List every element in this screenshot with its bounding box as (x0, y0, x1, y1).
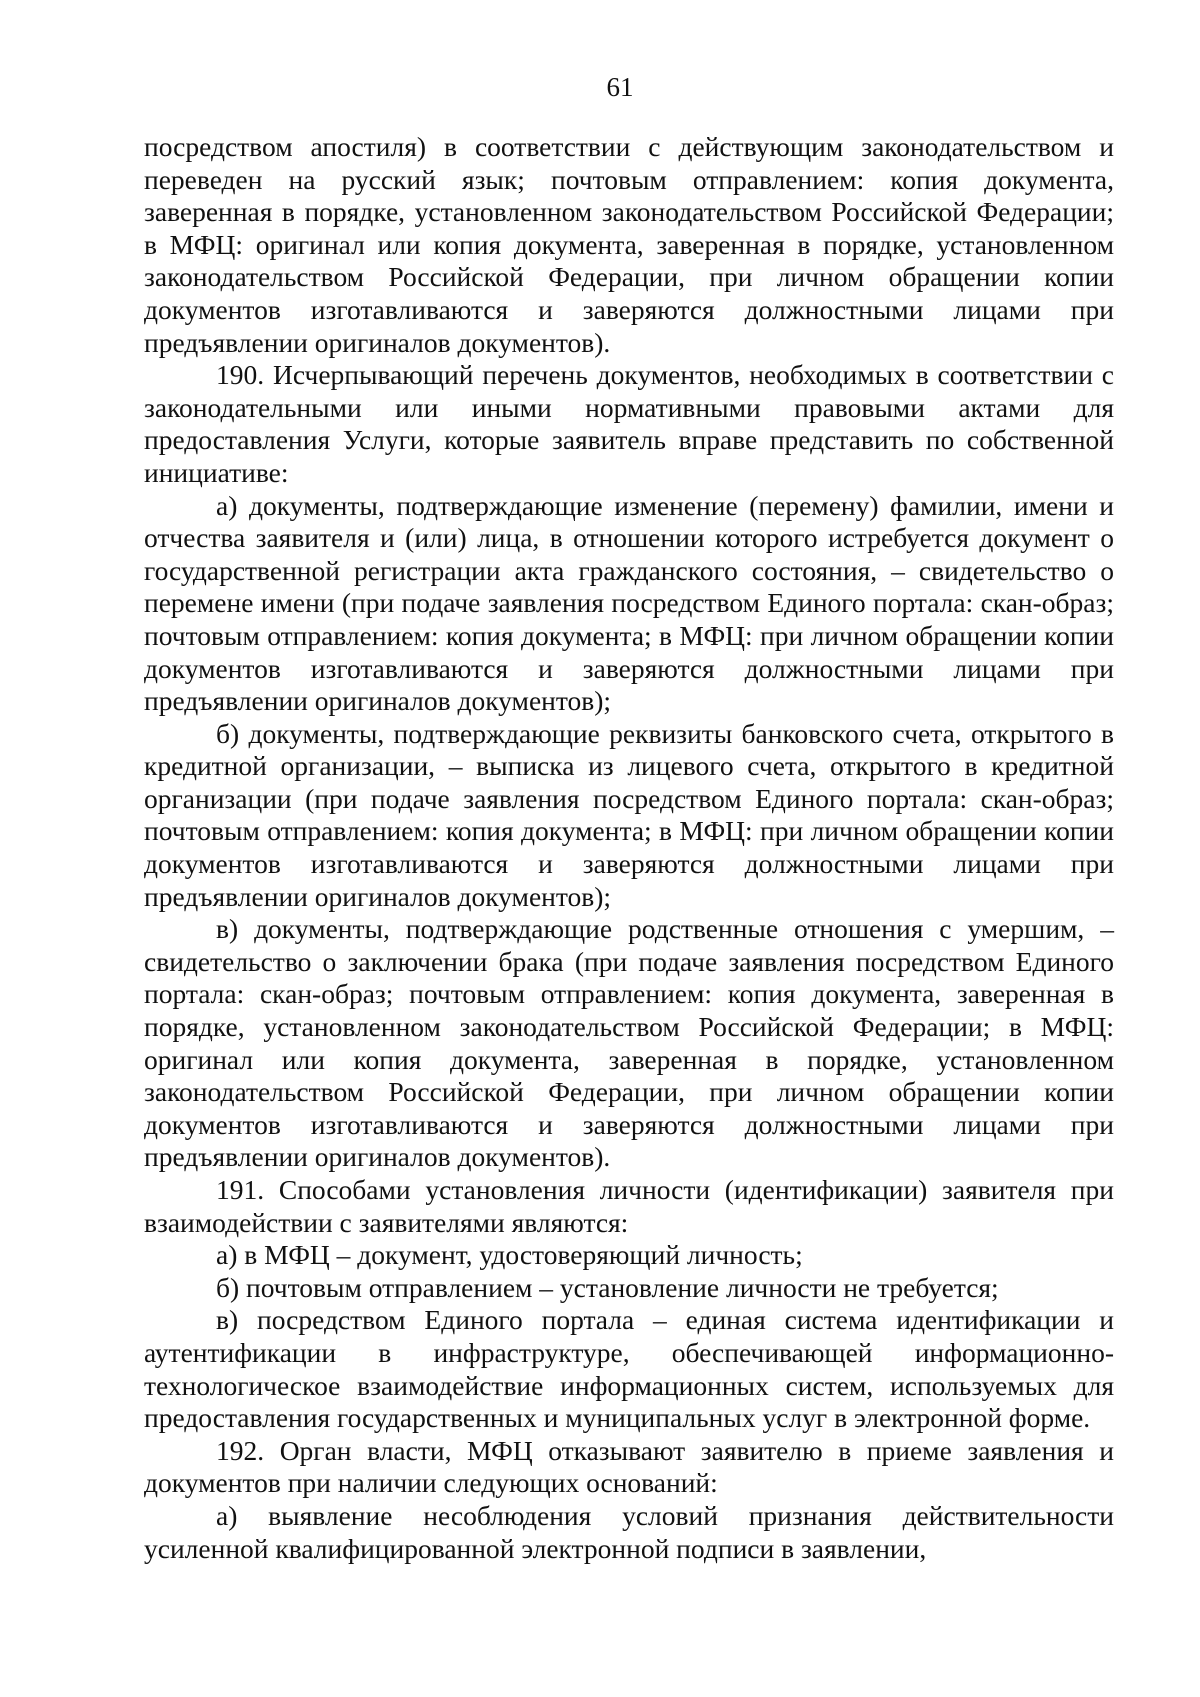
paragraph-191-v: в) посредством Единого портала – единая система идентификации и аутентификации в инфраструктуре, обеспечивающей информационно-технологическое взаимодействие информационных систем, используемых для предоставления государственных и муниципальных услуг в электронной форме. (144, 1304, 1114, 1434)
paragraph-continuation: посредством апостиля) в соответствии с действующим законодательством и переведен на русский язык; почтовым отправлением: копия документа, заверенная в порядке, установленном законодательством Российской Федерации; в МФЦ: оригинал или копия документа, заверенная в порядке, установленном законодательством Российской Федерации, при личном обращении копии документов изготавливаются и заверяются должностными лицами при предъявлении оригиналов документов). (144, 131, 1114, 358)
paragraph-190: 190. Исчерпывающий перечень документов, необходимых в соответствии с законодательными или иными нормативными правовыми актами для предоставления Услуги, которые заявитель вправе представить по собственной инициативе: (144, 359, 1114, 488)
paragraph-191-a: а) в МФЦ – документ, удостоверяющий личность; (216, 1239, 803, 1271)
paragraph-191-b: б) почтовым отправлением – установление личности не требуется; (216, 1271, 999, 1303)
paragraph-192-a: а) выявление несоблюдения условий признания действительности усиленной квалифицированной электронной подписи в заявлении, (144, 1499, 1114, 1564)
page-number: 61 (606, 72, 634, 102)
document-body (144, 131, 1114, 1565)
paragraph-190-b: б) документы, подтверждающие реквизиты банковского счета, открытого в кредитной организации, – выписка из лицевого счета, открытого в кредитной организации (при подаче заявления посредством Единого портала: скан-образ; почтовым отправлением: копия документа; в МФЦ: при личном обращении копии документов изготавливаются и заверяются должностными лицами при предъявлении оригиналов документов); (144, 717, 1114, 912)
paragraph-190-v: в) документы, подтверждающие родственные отношения с умершим, – свидетельство о заключении брака (при подаче заявления посредством Единого портала: скан-образ; почтовым отправлением: копия документа, заверенная в порядке, установленном законодательством Российской Федерации; в МФЦ: оригинал или копия документа, заверенная в порядке, установленном законодательством Российской Федерации, при личном обращении копии документов изготавливаются и заверяются должностными лицами при предъявлении оригиналов документов). (144, 913, 1114, 1173)
paragraph-190-a: а) документы, подтверждающие изменение (перемену) фамилии, имени и отчества заявителя и (или) лица, в отношении которого истребуется документ о государственной регистрации акта гражданского состояния, – свидетельство о перемене имени (при подаче заявления посредством Единого портала: скан-образ; почтовым отправлением: копия документа; в МФЦ: при личном обращении копии документов изготавливаются и заверяются должностными лицами при предъявлении оригиналов документов); (144, 489, 1114, 717)
paragraph-191: 191. Способами установления личности (идентификации) заявителя при взаимодействии с заявителями являются: (144, 1174, 1114, 1238)
paragraph-192: 192. Орган власти, МФЦ отказывают заявителю в приеме заявления и документов при наличии следующих оснований: (144, 1434, 1114, 1499)
